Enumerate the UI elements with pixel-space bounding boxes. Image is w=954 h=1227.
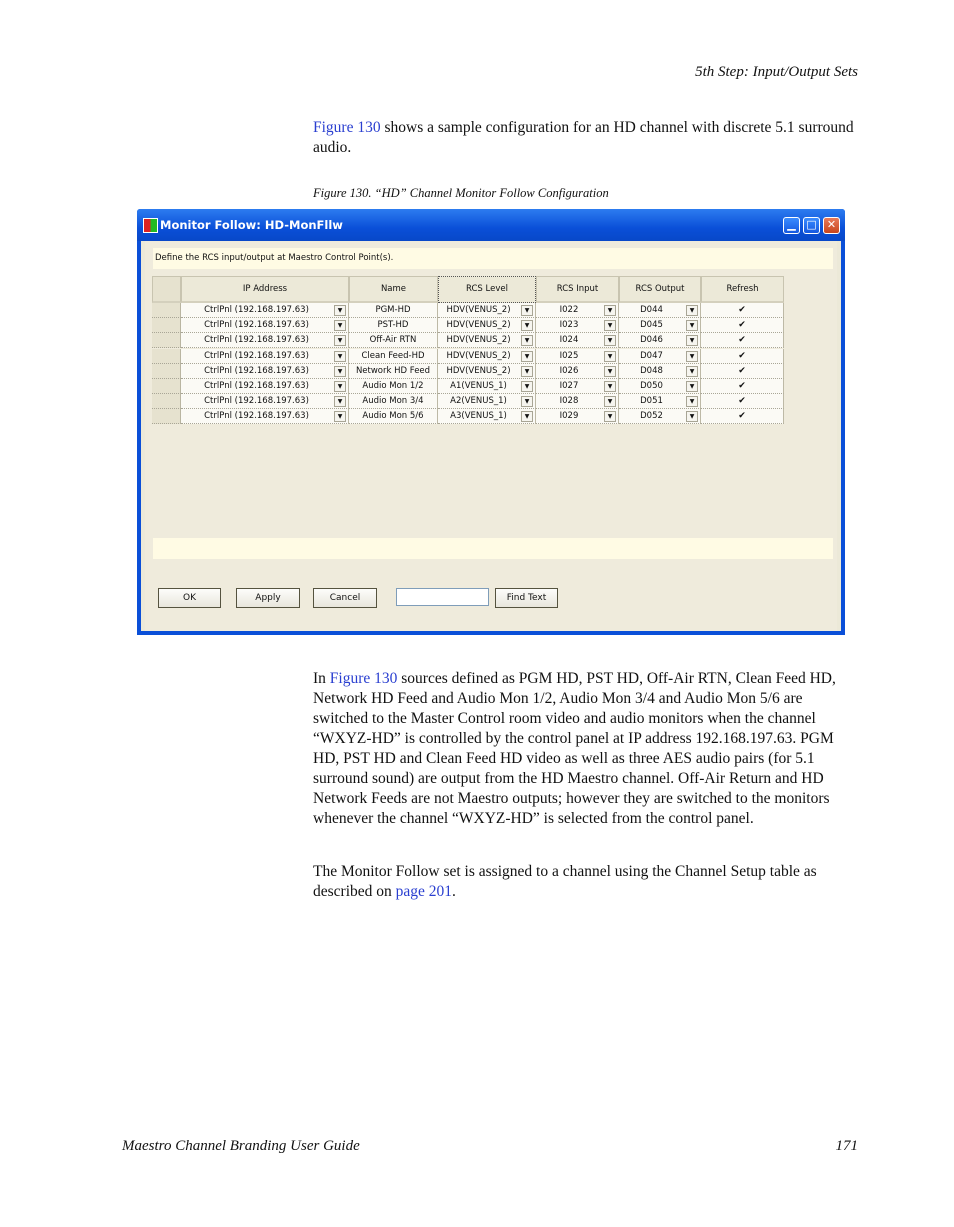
chevron-down-icon[interactable]: ▼ — [604, 351, 616, 362]
input-cell-text: I028 — [559, 396, 579, 407]
chevron-down-icon[interactable]: ▼ — [604, 396, 616, 407]
close-button[interactable] — [823, 217, 840, 234]
ip-cell-text: CtrlPnl (192.168.197.63) — [204, 350, 309, 361]
maximize-icon: □ — [806, 218, 817, 231]
refresh-cell[interactable] — [701, 349, 784, 364]
output-cell[interactable] — [619, 394, 701, 409]
apply-button[interactable]: Apply — [236, 588, 300, 608]
chevron-down-icon[interactable]: ▼ — [521, 351, 533, 362]
body1-pre: In — [313, 670, 330, 687]
name-cell-text: Network HD Feed — [355, 365, 431, 376]
cancel-button[interactable]: Cancel — [313, 588, 377, 608]
ip-cell-text: CtrlPnl (192.168.197.63) — [204, 381, 309, 391]
figure-link-2[interactable]: Figure 130 — [329, 670, 398, 687]
chevron-down-icon[interactable]: ▼ — [604, 335, 616, 346]
input-cell[interactable] — [536, 394, 619, 409]
chevron-down-icon[interactable]: ▼ — [686, 335, 698, 346]
ip-cell[interactable] — [181, 409, 349, 424]
input-cell-text: I026 — [559, 365, 579, 376]
chevron-down-icon[interactable]: ▼ — [604, 366, 616, 377]
chevron-down-icon[interactable]: ▼ — [334, 381, 346, 392]
output-cell[interactable] — [619, 379, 701, 394]
refresh-cell[interactable] — [701, 379, 784, 394]
name-cell-text: Off-Air RTN — [369, 335, 417, 346]
name-cell[interactable] — [349, 409, 438, 424]
name-cell-text: Audio Mon 5/6 — [362, 411, 424, 422]
level-cell[interactable] — [438, 409, 536, 424]
refresh-checkbox[interactable]: ✔ — [738, 350, 746, 361]
page-link[interactable]: page 201 — [395, 883, 453, 900]
chevron-down-icon[interactable]: ▼ — [686, 381, 698, 392]
row-header[interactable] — [152, 409, 181, 424]
name-cell-text: Audio Mon 1/2 — [362, 381, 424, 391]
chevron-down-icon[interactable]: ▼ — [334, 320, 346, 331]
input-cell[interactable] — [536, 318, 619, 333]
output-cell-text: D045 — [640, 320, 663, 331]
ip-cell[interactable] — [181, 349, 349, 364]
col-rcs-output[interactable]: RCS Output — [619, 276, 701, 303]
input-cell-text: I027 — [559, 381, 579, 391]
name-cell[interactable] — [349, 349, 438, 364]
row-header[interactable] — [152, 333, 181, 348]
output-cell-text: D046 — [640, 335, 663, 346]
output-cell[interactable] — [619, 364, 701, 379]
footer-guide-title: Maestro Channel Branding User Guide — [122, 1138, 360, 1154]
level-cell[interactable] — [438, 379, 536, 394]
ip-cell[interactable] — [181, 303, 349, 318]
refresh-cell[interactable] — [701, 318, 784, 333]
name-cell[interactable] — [349, 333, 438, 348]
input-cell[interactable] — [536, 349, 619, 364]
minimize-button[interactable] — [783, 217, 800, 234]
input-cell[interactable] — [536, 409, 619, 424]
chevron-down-icon[interactable]: ▼ — [521, 335, 533, 346]
chevron-down-icon[interactable]: ▼ — [521, 411, 533, 422]
ip-cell-text: CtrlPnl (192.168.197.63) — [204, 396, 309, 407]
col-ip-address[interactable]: IP Address — [181, 276, 349, 303]
row-header[interactable] — [152, 303, 181, 318]
find-text-button[interactable]: Find Text — [495, 588, 558, 608]
instruction-text: Define the RCS input/output at Maestro Control Point(s). — [153, 248, 833, 269]
output-cell-text: D052 — [640, 411, 663, 422]
find-text-input[interactable] — [396, 588, 489, 606]
chevron-down-icon[interactable]: ▼ — [521, 320, 533, 331]
level-cell[interactable] — [438, 318, 536, 333]
level-cell[interactable] — [438, 394, 536, 409]
level-cell-text: HDV(VENUS_2) — [446, 335, 511, 346]
chevron-down-icon[interactable]: ▼ — [604, 305, 616, 316]
output-cell-text: D044 — [640, 305, 663, 315]
figure-caption: Figure 130. “HD” Channel Monitor Follow Configuration — [313, 186, 609, 200]
row-header[interactable] — [152, 364, 181, 379]
output-cell[interactable] — [619, 349, 701, 364]
chevron-down-icon[interactable]: ▼ — [334, 411, 346, 422]
output-cell-text: D048 — [640, 365, 663, 376]
level-cell-text: HDV(VENUS_2) — [446, 365, 511, 376]
section-title: 5th Step: Input/Output Sets — [695, 64, 858, 80]
output-cell[interactable] — [619, 318, 701, 333]
title-bar[interactable] — [137, 209, 845, 241]
input-cell-text: I023 — [559, 320, 579, 331]
output-cell-text: D050 — [640, 381, 663, 391]
window-client-area — [141, 241, 841, 631]
chevron-down-icon[interactable]: ▼ — [521, 305, 533, 316]
close-icon: ✕ — [826, 218, 837, 231]
input-cell[interactable] — [536, 364, 619, 379]
name-cell[interactable] — [349, 379, 438, 394]
level-cell[interactable] — [438, 364, 536, 379]
ip-cell[interactable] — [181, 394, 349, 409]
maximize-button[interactable] — [803, 217, 820, 234]
col-rcs-level[interactable]: RCS Level — [438, 276, 536, 303]
ip-cell-text: CtrlPnl (192.168.197.63) — [204, 320, 309, 331]
intro-text: shows a sample configuration for an HD channel with discrete 5.1 surround audio. — [313, 119, 854, 156]
chevron-down-icon[interactable]: ▼ — [686, 411, 698, 422]
input-cell-text: I025 — [559, 350, 579, 361]
row-header-corner — [152, 276, 181, 303]
input-cell[interactable] — [536, 303, 619, 318]
chevron-down-icon[interactable]: ▼ — [604, 320, 616, 331]
col-refresh[interactable]: Refresh — [701, 276, 784, 303]
refresh-checkbox[interactable]: ✔ — [738, 396, 746, 407]
window-title: Monitor Follow: HD-MonFllw — [160, 218, 343, 232]
body2-text: The Monitor Follow set is assigned to a channel using the Channel Setup table as described on — [313, 863, 817, 900]
chevron-down-icon[interactable]: ▼ — [334, 305, 346, 316]
output-cell[interactable] — [619, 303, 701, 318]
ip-cell-text: CtrlPnl (192.168.197.63) — [204, 365, 309, 376]
client-panel — [145, 241, 837, 631]
ip-cell[interactable] — [181, 318, 349, 333]
row-header[interactable] — [152, 349, 181, 364]
chevron-down-icon[interactable]: ▼ — [604, 381, 616, 392]
name-cell[interactable] — [349, 364, 438, 379]
refresh-cell[interactable] — [701, 303, 784, 318]
name-cell-text: Audio Mon 3/4 — [362, 396, 424, 407]
chevron-down-icon[interactable]: ▼ — [521, 366, 533, 377]
body1-text: sources defined as PGM HD, PST HD, Off-Air RTN, Clean Feed HD, Network HD Feed and Audio Mon 1/2, Audio Mon 3/4 and Audio Mon 5/6 are switched to the Master Control room video and audio monitors when the channel “WXYZ-HD” is controlled by the control panel at IP address 192.168.197.63. PGM HD, PST HD and Clean Feed HD video as well as three AES audio pairs (for 5.1 surround sound) are output from the HD Maestro channel. Off-Air Return and HD Network Feeds are not Maestro outputs; however they are switched to the monitors whenever the channel “WXYZ-HD” is selected from the control panel. — [313, 670, 836, 827]
refresh-checkbox[interactable]: ✔ — [738, 381, 746, 391]
col-rcs-input[interactable]: RCS Input — [536, 276, 619, 303]
chevron-down-icon[interactable]: ▼ — [604, 411, 616, 422]
input-cell-text: I022 — [559, 305, 579, 315]
chevron-down-icon[interactable]: ▼ — [521, 396, 533, 407]
name-cell[interactable] — [349, 394, 438, 409]
ip-cell[interactable] — [181, 379, 349, 394]
row-header[interactable] — [152, 394, 181, 409]
level-cell-text: A1(VENUS_1) — [450, 381, 507, 391]
chevron-down-icon[interactable]: ▼ — [334, 366, 346, 377]
ip-cell[interactable] — [181, 364, 349, 379]
chevron-down-icon[interactable]: ▼ — [334, 396, 346, 407]
chevron-down-icon[interactable]: ▼ — [686, 305, 698, 316]
body2-end: . — [452, 883, 456, 900]
col-name[interactable]: Name — [349, 276, 438, 303]
name-cell-text: Clean Feed-HD — [361, 350, 425, 361]
chevron-down-icon[interactable]: ▼ — [334, 335, 346, 346]
refresh-checkbox[interactable]: ✔ — [738, 365, 746, 376]
refresh-checkbox[interactable]: ✔ — [738, 305, 746, 315]
name-cell[interactable] — [349, 318, 438, 333]
refresh-checkbox[interactable]: ✔ — [738, 335, 746, 346]
refresh-cell[interactable] — [701, 333, 784, 348]
app-icon — [143, 218, 158, 233]
refresh-cell[interactable] — [701, 364, 784, 379]
level-cell-text: HDV(VENUS_2) — [446, 320, 511, 331]
ip-cell-text: CtrlPnl (192.168.197.63) — [204, 305, 309, 315]
body-paragraph-1 — [313, 669, 858, 829]
intro-paragraph — [313, 118, 858, 158]
ip-cell[interactable] — [181, 333, 349, 348]
level-cell[interactable] — [438, 333, 536, 348]
input-cell[interactable] — [536, 333, 619, 348]
name-cell-text: PGM-HD — [375, 305, 411, 315]
output-cell[interactable] — [619, 333, 701, 348]
level-cell-text: A2(VENUS_1) — [450, 396, 507, 407]
ip-cell-text: CtrlPnl (192.168.197.63) — [204, 335, 309, 346]
body-paragraph-2 — [313, 862, 858, 902]
ok-button[interactable]: OK — [158, 588, 221, 608]
chevron-down-icon[interactable]: ▼ — [521, 381, 533, 392]
input-cell-text: I024 — [559, 335, 579, 346]
refresh-cell[interactable] — [701, 409, 784, 424]
level-cell[interactable] — [438, 349, 536, 364]
footer-page-number: 171 — [835, 1138, 858, 1154]
output-cell-text: D051 — [640, 396, 663, 407]
input-cell[interactable] — [536, 379, 619, 394]
input-cell-text: I029 — [559, 411, 579, 422]
level-cell-text: A3(VENUS_1) — [450, 411, 507, 422]
chevron-down-icon[interactable]: ▼ — [686, 366, 698, 377]
row-header[interactable] — [152, 379, 181, 394]
level-cell-text: HDV(VENUS_2) — [446, 305, 511, 315]
output-cell[interactable] — [619, 409, 701, 424]
name-cell-text: PST-HD — [377, 320, 409, 331]
monitor-follow-window — [137, 209, 845, 635]
chevron-down-icon[interactable]: ▼ — [686, 320, 698, 331]
row-header[interactable] — [152, 318, 181, 333]
status-strip — [153, 538, 833, 559]
name-cell[interactable] — [349, 303, 438, 318]
chevron-down-icon[interactable]: ▼ — [686, 351, 698, 362]
chevron-down-icon[interactable]: ▼ — [334, 351, 346, 362]
refresh-checkbox[interactable]: ✔ — [738, 411, 746, 422]
level-cell-text: HDV(VENUS_2) — [446, 350, 511, 361]
ip-cell-text: CtrlPnl (192.168.197.63) — [204, 411, 309, 422]
chevron-down-icon[interactable]: ▼ — [686, 396, 698, 407]
minimize-icon: ▁ — [787, 218, 796, 231]
figure-link[interactable]: Figure 130 — [313, 119, 381, 136]
output-cell-text: D047 — [640, 350, 663, 361]
refresh-cell[interactable] — [701, 394, 784, 409]
refresh-checkbox[interactable]: ✔ — [738, 320, 746, 331]
level-cell[interactable] — [438, 303, 536, 318]
